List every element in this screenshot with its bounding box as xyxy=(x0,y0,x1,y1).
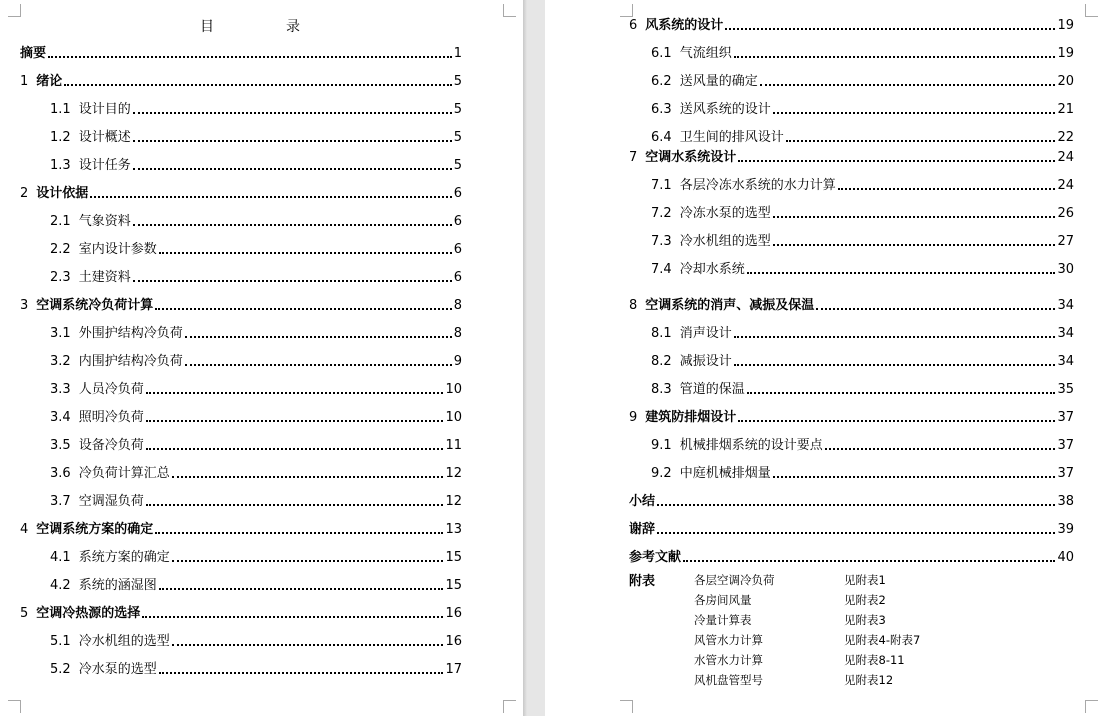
toc-entry-number: 5.2 xyxy=(50,662,71,677)
toc-entry-number: 3.1 xyxy=(50,326,71,341)
toc-entry[interactable] xyxy=(50,212,462,232)
toc-entry[interactable] xyxy=(20,604,462,624)
toc-leader-dots xyxy=(146,447,444,450)
appendix-item-name: 冷量计算表 xyxy=(694,613,752,627)
toc-entry[interactable] xyxy=(651,100,1074,120)
toc-entry-page: 5 xyxy=(453,74,462,89)
toc-entry-page: 37 xyxy=(1057,410,1074,425)
toc-entry-label: 设计任务 xyxy=(78,158,131,173)
toc-entry[interactable] xyxy=(651,436,1074,456)
toc-entry-label: 设备冷负荷 xyxy=(78,438,144,453)
toc-entry[interactable] xyxy=(50,380,462,400)
toc-entry[interactable] xyxy=(50,324,462,344)
toc-entry[interactable] xyxy=(50,100,462,120)
toc-entry[interactable] xyxy=(629,520,1074,540)
toc-title-char: 目 xyxy=(200,19,214,35)
toc-entry-page: 10 xyxy=(445,410,462,425)
toc-entry[interactable] xyxy=(651,176,1074,196)
toc-leader-dots xyxy=(725,27,1055,30)
toc-leader-dots xyxy=(738,159,1055,162)
toc-leader-dots xyxy=(773,243,1056,246)
toc-entry[interactable] xyxy=(629,148,1074,168)
toc-entry-page: 26 xyxy=(1057,206,1074,221)
toc-leader-dots xyxy=(738,419,1055,422)
toc-entry-number: 7 xyxy=(629,150,638,165)
toc-entry-label: 冷水机组的选型 xyxy=(679,234,771,249)
toc-entry-label: 建筑防排烟设计 xyxy=(645,410,737,425)
toc-entry-number: 4.2 xyxy=(50,578,71,593)
toc-leader-dots xyxy=(657,531,1055,534)
toc-entry-number: 3 xyxy=(20,298,29,313)
toc-entry-page: 38 xyxy=(1057,494,1074,509)
toc-leader-dots xyxy=(133,167,452,170)
appendix-item-ref: 见附表3 xyxy=(844,613,886,627)
toc-entry-label: 冷水机组的选型 xyxy=(78,634,170,649)
page-corner-mark xyxy=(1085,4,1098,17)
toc-entry-label: 系统方案的确定 xyxy=(78,550,170,565)
appendix-item-ref: 见附表1 xyxy=(844,573,886,587)
toc-leader-dots xyxy=(747,391,1056,394)
toc-entry-page: 30 xyxy=(1057,262,1074,277)
toc-entry-page: 27 xyxy=(1057,234,1074,249)
toc-entry-page: 19 xyxy=(1057,46,1074,61)
appendix-item-ref: 见附表2 xyxy=(844,593,886,607)
toc-entry[interactable] xyxy=(50,408,462,428)
toc-leader-dots xyxy=(816,307,1055,310)
toc-leader-dots xyxy=(773,215,1056,218)
toc-entry-page: 16 xyxy=(445,634,462,649)
toc-entry-label: 中庭机械排烟量 xyxy=(679,466,771,481)
toc-entry-number: 2.3 xyxy=(50,270,71,285)
toc-entry[interactable] xyxy=(651,464,1074,484)
toc-leader-dots xyxy=(773,475,1056,478)
toc-entry-label: 机械排烟系统的设计要点 xyxy=(679,438,823,453)
toc-entry[interactable] xyxy=(629,296,1074,316)
toc-leader-dots xyxy=(133,139,452,142)
appendix-item-ref: 见附表4-附表7 xyxy=(844,633,921,647)
toc-entry-page: 34 xyxy=(1057,298,1074,313)
toc-entry-label: 冷水泵的选型 xyxy=(78,662,157,677)
toc-entry-page: 6 xyxy=(453,186,462,201)
page-gap xyxy=(523,0,527,716)
toc-leader-dots xyxy=(155,531,443,534)
toc-entry-number: 1.2 xyxy=(50,130,71,145)
toc-leader-dots xyxy=(172,559,444,562)
toc-leader-dots xyxy=(734,363,1056,366)
toc-entry[interactable] xyxy=(629,16,1074,36)
toc-entry[interactable] xyxy=(629,548,1074,568)
toc-leader-dots xyxy=(185,335,452,338)
toc-leader-dots xyxy=(760,83,1056,86)
toc-entry-page: 40 xyxy=(1057,550,1074,565)
toc-entry[interactable] xyxy=(651,72,1074,92)
toc-entry-label: 冷却水系统 xyxy=(679,262,745,277)
page-corner-mark xyxy=(503,4,516,17)
toc-entry-number: 9.1 xyxy=(651,438,672,453)
toc-entry-page: 15 xyxy=(445,578,462,593)
toc-entry-page: 34 xyxy=(1057,354,1074,369)
toc-title-char: 录 xyxy=(286,19,300,35)
toc-entry[interactable] xyxy=(50,464,462,484)
toc-entry-page: 8 xyxy=(453,326,462,341)
toc-entry-number: 3.5 xyxy=(50,438,71,453)
toc-leader-dots xyxy=(48,55,452,58)
toc-entry-label: 送风系统的设计 xyxy=(679,102,771,117)
toc-entry[interactable] xyxy=(651,380,1074,400)
toc-leader-dots xyxy=(142,615,443,618)
toc-entry[interactable] xyxy=(20,184,462,204)
toc-entry-label: 人员冷负荷 xyxy=(78,382,144,397)
toc-entry-number: 9.2 xyxy=(651,466,672,481)
appendix-row xyxy=(694,630,994,650)
toc-entry-label: 空调水系统设计 xyxy=(645,150,737,165)
toc-leader-dots xyxy=(133,111,452,114)
toc-entry[interactable] xyxy=(50,240,462,260)
toc-leader-dots xyxy=(155,307,451,310)
toc-entry-label: 送风量的确定 xyxy=(679,74,758,89)
toc-entry-page: 22 xyxy=(1057,130,1074,145)
toc-entry[interactable] xyxy=(20,520,462,540)
toc-entry[interactable] xyxy=(50,436,462,456)
toc-entry-label: 空调系统冷负荷计算 xyxy=(36,298,154,313)
appendix-item-name: 风管水力计算 xyxy=(694,633,763,647)
toc-entry-label: 空调系统的消声、减振及保温 xyxy=(645,298,815,313)
toc-leader-dots xyxy=(172,475,444,478)
toc-leader-dots xyxy=(146,391,444,394)
toc-leader-dots xyxy=(683,559,1055,562)
toc-entry-number: 8 xyxy=(629,298,638,313)
toc-entry-page: 6 xyxy=(453,242,462,257)
toc-entry[interactable] xyxy=(651,260,1074,280)
toc-entry-page: 10 xyxy=(445,382,462,397)
appendix-row xyxy=(694,650,994,670)
toc-entry-number: 3.6 xyxy=(50,466,71,481)
toc-entry-number: 3.2 xyxy=(50,354,71,369)
toc-entry-number: 7.3 xyxy=(651,234,672,249)
toc-entry-label: 卫生间的排风设计 xyxy=(679,130,784,145)
toc-entry-number: 7.2 xyxy=(651,206,672,221)
page-corner-mark xyxy=(8,700,21,713)
appendix-item-name: 水管水力计算 xyxy=(694,653,763,667)
toc-leader-dots xyxy=(159,671,444,674)
toc-entry[interactable] xyxy=(20,296,462,316)
toc-entry-page: 5 xyxy=(453,158,462,173)
appendix-item-ref: 见附表12 xyxy=(844,673,894,687)
toc-entry-label: 各层冷冻水系统的水力计算 xyxy=(679,178,836,193)
appendix-row xyxy=(694,610,994,630)
toc-entry-page: 21 xyxy=(1057,102,1074,117)
toc-entry-number: 6 xyxy=(629,18,638,33)
toc-entry-number: 8.3 xyxy=(651,382,672,397)
toc-entry-number: 5 xyxy=(20,606,29,621)
appendix-row xyxy=(694,570,994,590)
toc-entry-label: 绪论 xyxy=(36,74,63,89)
toc-entry-number: 5.1 xyxy=(50,634,71,649)
toc-entry-number: 7.4 xyxy=(651,262,672,277)
toc-entry[interactable] xyxy=(50,268,462,288)
toc-leader-dots xyxy=(146,503,444,506)
page-corner-mark xyxy=(8,4,21,17)
toc-leader-dots xyxy=(773,111,1056,114)
toc-entry-label: 管道的保温 xyxy=(679,382,745,397)
toc-entry-number: 6.1 xyxy=(651,46,672,61)
toc-entry[interactable] xyxy=(50,128,462,148)
page-corner-mark xyxy=(503,700,516,713)
toc-entry-page: 37 xyxy=(1057,438,1074,453)
toc-entry-label: 土建资料 xyxy=(78,270,131,285)
toc-entry[interactable] xyxy=(50,660,462,680)
toc-leader-dots xyxy=(133,223,452,226)
toc-entry[interactable] xyxy=(651,352,1074,372)
toc-entry-label: 外围护结构冷负荷 xyxy=(78,326,183,341)
toc-entry-page: 12 xyxy=(445,466,462,481)
toc-entry-number: 8.1 xyxy=(651,326,672,341)
toc-entry-label: 空调冷热源的选择 xyxy=(36,606,141,621)
toc-leader-dots xyxy=(64,83,451,86)
toc-entry-page: 20 xyxy=(1057,74,1074,89)
toc-leader-dots xyxy=(657,503,1055,506)
toc-entry-number: 4 xyxy=(20,522,29,537)
toc-leader-dots xyxy=(734,335,1056,338)
toc-entry-page: 8 xyxy=(453,298,462,313)
toc-entry-number: 4.1 xyxy=(50,550,71,565)
appendix-item-ref: 见附表8-11 xyxy=(844,653,905,667)
toc-entry-label: 冷负荷计算汇总 xyxy=(78,466,170,481)
toc-leader-dots xyxy=(146,419,444,422)
appendix-item-name: 各层空调冷负荷 xyxy=(694,573,775,587)
toc-entry[interactable] xyxy=(50,156,462,176)
toc-entry-page: 11 xyxy=(445,438,462,453)
appendix-item-name: 风机盘管型号 xyxy=(694,673,763,687)
toc-entry-label: 气象资料 xyxy=(78,214,131,229)
toc-entry[interactable] xyxy=(50,492,462,512)
toc-entry-page: 19 xyxy=(1057,18,1074,33)
toc-entry-label: 谢辞 xyxy=(629,522,656,537)
toc-entry-page: 9 xyxy=(453,354,462,369)
appendix-heading: 附表 xyxy=(629,574,656,589)
toc-entry-label: 照明冷负荷 xyxy=(78,410,144,425)
toc-entry-number: 2.1 xyxy=(50,214,71,229)
toc-leader-dots xyxy=(133,279,452,282)
toc-leader-dots xyxy=(825,447,1056,450)
toc-entry-number: 6.3 xyxy=(651,102,672,117)
toc-entry-page: 12 xyxy=(445,494,462,509)
toc-entry-label: 小结 xyxy=(629,494,656,509)
toc-entry-label: 摘要 xyxy=(20,46,47,61)
toc-leader-dots xyxy=(159,251,452,254)
toc-leader-dots xyxy=(734,55,1056,58)
toc-entry-label: 设计目的 xyxy=(78,102,131,117)
toc-leader-dots xyxy=(838,187,1056,190)
toc-entry-number: 6.4 xyxy=(651,130,672,145)
page-corner-mark xyxy=(1085,700,1098,713)
toc-entry-label: 设计依据 xyxy=(36,186,89,201)
appendix-row xyxy=(694,590,994,610)
toc-entry-page: 24 xyxy=(1057,178,1074,193)
toc-entry-page: 24 xyxy=(1057,150,1074,165)
toc-entry-page: 39 xyxy=(1057,522,1074,537)
toc-entry-page: 6 xyxy=(453,214,462,229)
toc-entry-page: 34 xyxy=(1057,326,1074,341)
toc-entry[interactable] xyxy=(50,352,462,372)
toc-entry-page: 17 xyxy=(445,662,462,677)
toc-entry[interactable] xyxy=(651,232,1074,252)
toc-entry[interactable] xyxy=(651,44,1074,64)
toc-entry-page: 13 xyxy=(445,522,462,537)
toc-entry[interactable] xyxy=(651,324,1074,344)
toc-entry[interactable] xyxy=(629,408,1074,428)
toc-leader-dots xyxy=(159,587,444,590)
toc-leader-dots xyxy=(786,139,1056,142)
toc-entry-number: 6.2 xyxy=(651,74,672,89)
toc-entry[interactable] xyxy=(50,548,462,568)
toc-entry[interactable] xyxy=(50,632,462,652)
toc-entry-label: 参考文献 xyxy=(629,550,682,565)
toc-entry[interactable] xyxy=(50,576,462,596)
toc-entry-label: 空调湿负荷 xyxy=(78,494,144,509)
toc-entry-label: 冷冻水泵的选型 xyxy=(679,206,771,221)
toc-entry-page: 16 xyxy=(445,606,462,621)
toc-entry-number: 7.1 xyxy=(651,178,672,193)
toc-entry[interactable] xyxy=(651,128,1074,148)
toc-entry-number: 2 xyxy=(20,186,29,201)
toc-entry-number: 9 xyxy=(629,410,638,425)
appendix-row xyxy=(694,670,994,690)
toc-entry-label: 气流组织 xyxy=(679,46,732,61)
toc-entry-label: 室内设计参数 xyxy=(78,242,157,257)
toc-entry-page: 15 xyxy=(445,550,462,565)
toc-entry[interactable] xyxy=(629,492,1074,512)
toc-entry-number: 1 xyxy=(20,74,29,89)
toc-entry-label: 减振设计 xyxy=(679,354,732,369)
toc-leader-dots xyxy=(747,271,1056,274)
toc-entry[interactable] xyxy=(20,72,462,92)
appendix-item-name: 各房间风量 xyxy=(694,593,752,607)
toc-entry-page: 1 xyxy=(453,46,462,61)
toc-entry-label: 空调系统方案的确定 xyxy=(36,522,154,537)
toc-leader-dots xyxy=(185,363,452,366)
toc-entry-number: 3.3 xyxy=(50,382,71,397)
toc-title xyxy=(200,16,300,36)
toc-entry-label: 消声设计 xyxy=(679,326,732,341)
toc-leader-dots xyxy=(90,195,451,198)
page-corner-mark xyxy=(620,700,633,713)
toc-entry-number: 3.4 xyxy=(50,410,71,425)
toc-leader-dots xyxy=(172,643,444,646)
toc-entry-label: 系统的涵湿图 xyxy=(78,578,157,593)
toc-entry-label: 风系统的设计 xyxy=(645,18,724,33)
toc-entry[interactable] xyxy=(651,204,1074,224)
toc-entry-number: 2.2 xyxy=(50,242,71,257)
toc-entry-number: 3.7 xyxy=(50,494,71,509)
toc-entry-page: 35 xyxy=(1057,382,1074,397)
toc-entry-label: 设计概述 xyxy=(78,130,131,145)
toc-entry-page: 5 xyxy=(453,130,462,145)
toc-entry-page: 37 xyxy=(1057,466,1074,481)
toc-entry-number: 1.3 xyxy=(50,158,71,173)
toc-entry-label: 内围护结构冷负荷 xyxy=(78,354,183,369)
toc-entry-number: 1.1 xyxy=(50,102,71,117)
toc-entry-page: 6 xyxy=(453,270,462,285)
toc-entry[interactable] xyxy=(20,44,462,64)
toc-entry-page: 5 xyxy=(453,102,462,117)
toc-entry-number: 8.2 xyxy=(651,354,672,369)
